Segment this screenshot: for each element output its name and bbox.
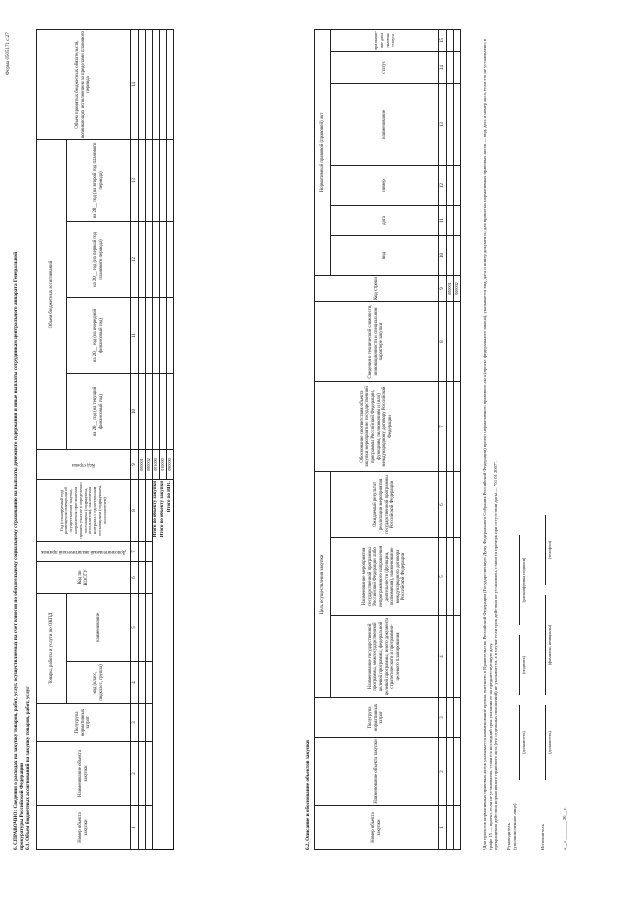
col-num: 13 bbox=[439, 84, 447, 166]
head-label bbox=[506, 804, 517, 850]
col-num: 3 bbox=[131, 704, 139, 742]
col-header-year3: на 20__ год (на первый год планового периода) bbox=[67, 222, 131, 298]
total-row-object-2 bbox=[160, 29, 167, 849]
col-num: 10 bbox=[439, 236, 447, 276]
col-num: 11 bbox=[131, 298, 139, 374]
col-header-result: Ожидаемый результат реализации мероприятия государственной программы Российской Федерации bbox=[331, 472, 439, 538]
footnote-line2: прекращения действия нормативного правового акта (его отдельных положений) не указывается, а в случае если срок действия не установлен, ставится прочерк при отсутствии даты — "01 01 2007". bbox=[493, 460, 499, 850]
col-num: 8 bbox=[439, 302, 447, 382]
col-header-name: Наименование объекта закупки bbox=[315, 738, 439, 806]
col-header-act-type: вид bbox=[331, 236, 439, 276]
col-num: 7 bbox=[131, 542, 139, 562]
exec-name-line bbox=[538, 595, 546, 695]
col-num: 8 bbox=[131, 480, 139, 542]
col-header-tech: Сведения о технической сложности, инновационности и специальном характере закупки bbox=[315, 302, 439, 382]
row-code: 001000 bbox=[153, 450, 160, 480]
col-num: 6 bbox=[439, 472, 447, 538]
form-label: Форма 0505171 с.27 bbox=[6, 32, 11, 75]
total-row-ips bbox=[167, 29, 174, 849]
total-label: Итого по объекту закупки bbox=[153, 481, 159, 538]
col-header-act-name: наименование bbox=[331, 84, 439, 166]
col-header-num: Номер объекта закупки bbox=[315, 806, 439, 850]
col-header-year1: на 20__ год (на текущий финансовый год) bbox=[67, 374, 131, 450]
col-num: 10 bbox=[131, 374, 139, 450]
head-name-line bbox=[512, 535, 520, 625]
col-num: 15 bbox=[439, 29, 447, 51]
caption-fio: (фамилия, инициалы) bbox=[547, 624, 552, 666]
col-num: 4 bbox=[439, 616, 447, 698]
total-label: Итого по объекту закупки bbox=[160, 481, 166, 538]
table-row bbox=[146, 29, 153, 849]
col-header-act-number: номер bbox=[331, 166, 439, 206]
col-num: 1 bbox=[439, 806, 447, 850]
col-header-num: Номер объекта закупки bbox=[37, 806, 131, 850]
col-header-okpd-code: код (класс, подкласс, группа) bbox=[67, 662, 131, 704]
col-header-year4: на 20__ год (на второй год планового периода) bbox=[67, 139, 131, 221]
section6-title bbox=[13, 30, 32, 850]
row-code: 000002 bbox=[146, 450, 153, 480]
col-header-need: Полугрупа нормативных затрат bbox=[37, 704, 131, 742]
head-label-line2: (уполномоченное лицо) bbox=[511, 803, 517, 850]
col-header-okpd-name: наименование bbox=[67, 594, 131, 662]
col-num: 9 bbox=[131, 450, 139, 480]
col-num: 9 bbox=[439, 276, 447, 302]
col-num: 5 bbox=[131, 594, 139, 662]
head-label-line1: Руководитель bbox=[506, 823, 511, 850]
column-number-row bbox=[439, 29, 447, 849]
col-header-row: Код строки bbox=[315, 276, 439, 302]
caption-position: (должность) bbox=[547, 730, 552, 755]
row-code: 010000 bbox=[160, 450, 167, 480]
section6-title-line2: прокуратуры Российской Федерации bbox=[19, 762, 26, 850]
col-header-justification: Обоснование соответствия объекта закупки мероприятию государственной программы Российской Федерации, функциям, полномочиям и (или) международному договору Российской Федерации bbox=[315, 382, 439, 472]
col-num: 12 bbox=[439, 166, 447, 206]
total-row-object bbox=[153, 29, 160, 849]
caption-phone: (телефон) bbox=[547, 540, 552, 560]
row-code: 000002 bbox=[454, 276, 461, 302]
col-header-kosgu: Код по КОСГУ bbox=[37, 562, 131, 594]
row-code: 090000 bbox=[167, 450, 174, 480]
table-row bbox=[447, 29, 454, 849]
exec-position-line bbox=[538, 705, 546, 780]
date-line: «__» ________ 20__ г. bbox=[562, 807, 567, 850]
caption-position: (должность) bbox=[521, 730, 526, 755]
col-header-extra: Дополнительный аналитический признак bbox=[37, 542, 131, 562]
col-header-okpd: Товары, работы и услуги по ОКПД bbox=[37, 594, 67, 704]
section6-title-line1: 6. СПРАВОЧНО: Сведения о расходах на закупку товаров, работ, услуг, осуществляемых на счет взносов по обязательному социальному страхованию на выплаты денежного содержания и иные выплаты сотрудникам центрального аппарата Генеральной bbox=[13, 251, 19, 850]
col-num: 2 bbox=[439, 738, 447, 806]
row-code: 000001 bbox=[447, 276, 454, 302]
col-num: 5 bbox=[439, 538, 447, 616]
col-header-obligations: Объем принятых бюджетных обязательств, возникающих исполнением за пределами планового периода bbox=[37, 29, 131, 139]
col-header-name: Наименование объекта закупки bbox=[37, 742, 131, 806]
col-num: 1 bbox=[131, 806, 139, 850]
head-position-line bbox=[512, 705, 520, 780]
exec-phone-line bbox=[538, 515, 546, 585]
footnote-line1: ¹Для проектов нормативных правовых актов указывается наименование органа, внесшего в Правительство Российской Федерации (Государственную Думу Федерального Собрания Российской Федерации) проект нормативного правового акта (проект федерального закона), указывается вид, дата и номер документа; для принятых нормативных правовых актов — вид, дата и номер акта, если это не установлено; в графе 15 — проект, если не установлено, ставится последний срок указания ее на предшествующую дату. bbox=[482, 38, 493, 850]
col-header-volume: Объем бюджетных ассигнований bbox=[37, 139, 67, 449]
col-num: 3 bbox=[439, 698, 447, 738]
budget-table bbox=[36, 29, 174, 850]
col-num: 14 bbox=[439, 52, 447, 84]
col-num: 11 bbox=[439, 206, 447, 236]
description-table bbox=[314, 29, 461, 850]
col-header-act-date: дата bbox=[331, 206, 439, 236]
col-header-need: Полугрупа нормативных затрат bbox=[315, 698, 439, 738]
col-header-status: статус bbox=[331, 52, 439, 84]
col-num: 7 bbox=[439, 382, 447, 472]
col-num: 2 bbox=[131, 742, 139, 806]
section6-subtitle: 6.1. Объем бюджетных ассигнований на закупку товаров, работ, услуг bbox=[25, 686, 32, 850]
col-header-status-date: признание-ние даты наличия статуса bbox=[331, 29, 439, 51]
caption-signature: (подпись) bbox=[521, 655, 526, 675]
head-signature-line bbox=[512, 635, 520, 695]
column-number-row bbox=[131, 29, 139, 849]
col-num: 13 bbox=[131, 139, 139, 221]
executor-label: Исполнитель bbox=[540, 824, 545, 850]
caption-name: (расшифровка подписи) bbox=[521, 557, 526, 603]
footnote bbox=[482, 30, 499, 850]
col-header-year2: на 20__ год (на очередной финансовый год) bbox=[67, 298, 131, 374]
col-header-event: Наименование мероприятия государственной программы Российской Федерации либо непрограммного направления деятельности (функции, полномочия), наименование международного договора Российской Федерации bbox=[331, 538, 439, 616]
col-header-act: Нормативный правовой (правовой) акт bbox=[315, 29, 331, 275]
col-num: 14 bbox=[131, 29, 139, 139]
table-row bbox=[454, 29, 461, 849]
total-label: Итого по ИПС bbox=[166, 481, 172, 513]
col-header-program: Наименование государственной программы, межгосударственной целевой программы, федеральной целевой программы, иного документа стратегического и программно-целевого планирования bbox=[331, 616, 439, 698]
col-num: 12 bbox=[131, 222, 139, 298]
col-num: 4 bbox=[131, 662, 139, 704]
col-header-rowcode: Код строки bbox=[37, 450, 131, 480]
table-row bbox=[139, 29, 146, 849]
col-header-year: Год (планируемый год) размещения извещения об осуществлении закупки, направления приглашения принять участие в определении поставщика (подрядчика, исполнителя), заключения контракта с единственным поставщиком (подрядчиком, исполнителем) bbox=[37, 480, 131, 542]
col-header-goal: Цель осуществления закупки bbox=[315, 472, 331, 698]
col-num: 6 bbox=[131, 562, 139, 594]
section62-title: 6.2. Описание и обоснование объектов закупки bbox=[305, 740, 311, 850]
row-code: 000001 bbox=[139, 450, 146, 480]
